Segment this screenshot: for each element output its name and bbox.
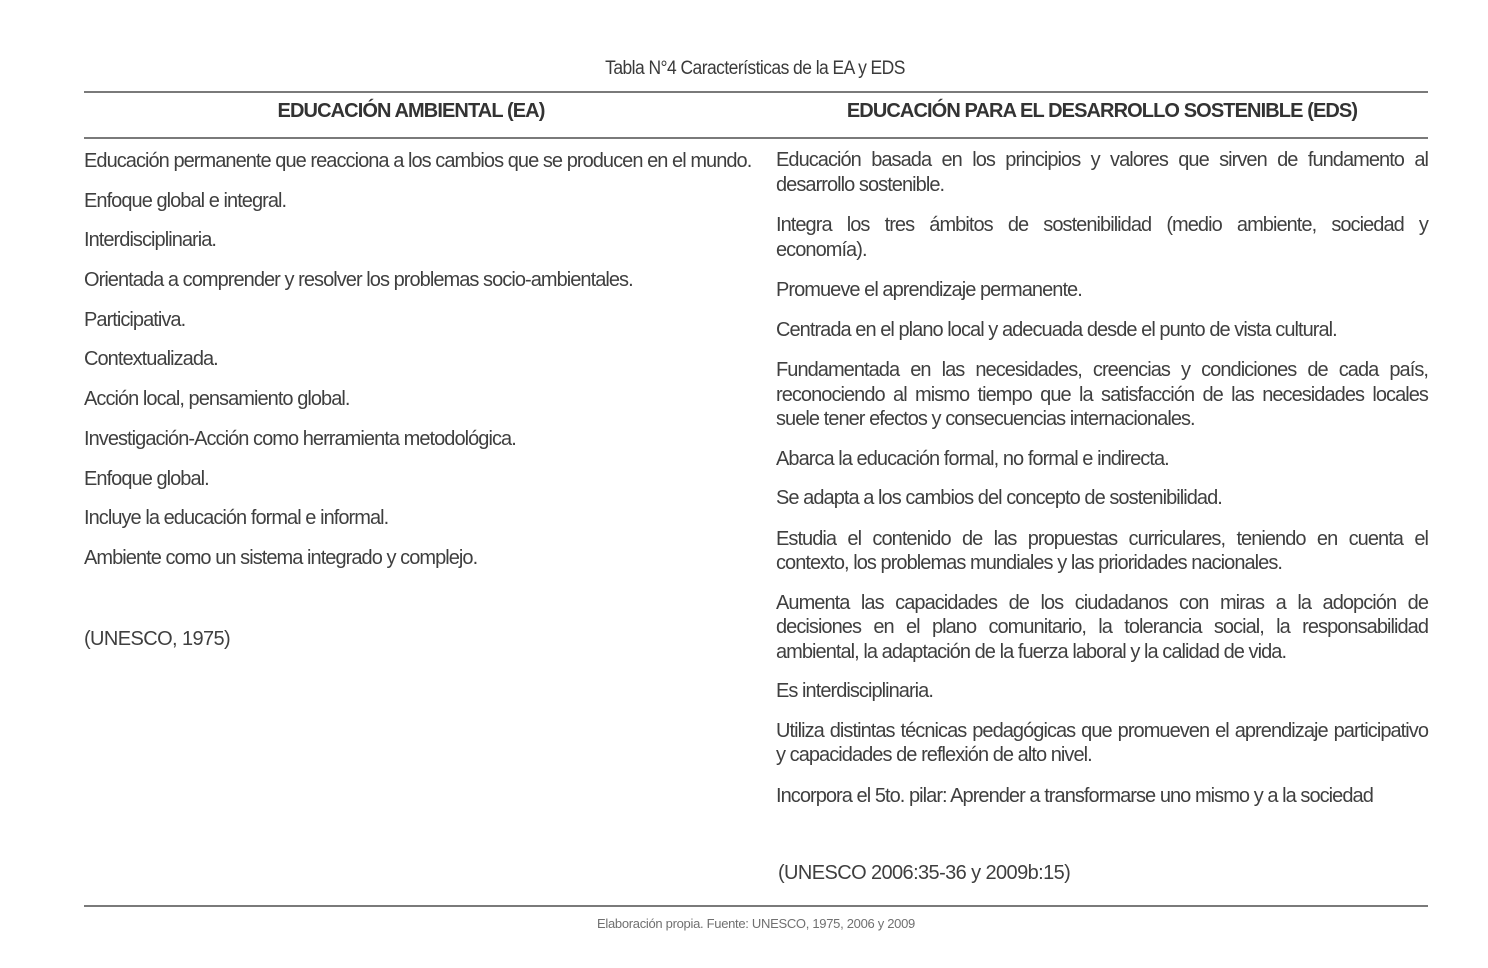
- ea-item: Orientada a comprender y resolver los problemas socio-ambientales.: [84, 269, 633, 292]
- table-bottom-rule: [84, 905, 1428, 907]
- header-eds: EDUCACIÓN PARA EL DESARROLLO SOSTENIBLE (EDS): [846, 100, 1358, 122]
- eds-item: Promueve el aprendizaje permanente.: [776, 279, 1082, 301]
- eds-item: Incorpora el 5to. pilar: Aprender a transformarse uno mismo y a la sociedad: [776, 784, 1373, 807]
- eds-item: Fundamentada en las necesidades, creencias y condiciones de cada país, reconociendo al mismo tiempo que la satisfacción de las necesidades locales suele tener efectos y consecuencias internacionales.: [776, 359, 1428, 430]
- ea-item: Investigación-Acción como herramienta metodológica.: [84, 427, 516, 450]
- eds-item: Abarca la educación formal, no formal e indirecta.: [776, 447, 1169, 470]
- table-caption: Tabla N°4 Características de la EA y EDS: [605, 58, 905, 79]
- eds-item: Es interdisciplinaria.: [776, 680, 933, 702]
- ea-item: Educación permanente que reacciona a los cambios que se producen en el mundo.: [84, 150, 752, 172]
- ea-item: Ambiente como un sistema integrado y complejo.: [84, 546, 478, 569]
- ea-item: Participativa.: [84, 308, 186, 331]
- eds-item: Educación basada en los principios y valores que sirven de fundamento al desarrollo sostenible.: [776, 149, 1428, 196]
- ea-item: Enfoque global e integral.: [84, 189, 287, 212]
- eds-item: Centrada en el plano local y adecuada desde el punto de vista cultural.: [776, 318, 1337, 341]
- table-header-rule: [84, 137, 1428, 139]
- eds-item: Utiliza distintas técnicas pedagógicas que promueven el aprendizaje participativo y capacidades de reflexión de alto nivel.: [776, 719, 1428, 766]
- ea-item: Enfoque global.: [84, 467, 209, 490]
- ea-source-citation: (UNESCO, 1975): [84, 628, 231, 650]
- table-top-rule: [84, 91, 1428, 93]
- eds-source-citation: (UNESCO 2006:35-36 y 2009b:15): [778, 862, 1071, 884]
- eds-column: [776, 148, 1428, 808]
- table-footnote: Elaboración propia. Fuente: UNESCO, 1975, 2006 y 2009: [597, 916, 915, 931]
- eds-item: Se adapta a los cambios del concepto de sostenibilidad.: [776, 487, 1222, 509]
- ea-item: Interdisciplinaria.: [84, 229, 217, 252]
- eds-item: Aumenta las capacidades de los ciudadanos con miras a la adopción de decisiones en el plano comunitario, la tolerancia social, la responsabilidad ambiental, la adaptación de la fuerza laboral y la calidad de vida.: [776, 591, 1428, 663]
- ea-item: Contextualizada.: [84, 348, 218, 371]
- eds-item: Integra los tres ámbitos de sostenibilidad (medio ambiente, sociedad y economía).: [776, 214, 1428, 261]
- eds-item: Estudia el contenido de las propuestas curriculares, teniendo en cuenta el contexto, los problemas mundiales y las prioridades nacionales.: [776, 527, 1428, 574]
- header-ea: EDUCACIÓN AMBIENTAL (EA): [277, 100, 545, 122]
- ea-item: Incluye la educación formal e informal.: [84, 507, 389, 530]
- ea-item: Acción local, pensamiento global.: [84, 388, 350, 411]
- ea-column: [84, 146, 754, 583]
